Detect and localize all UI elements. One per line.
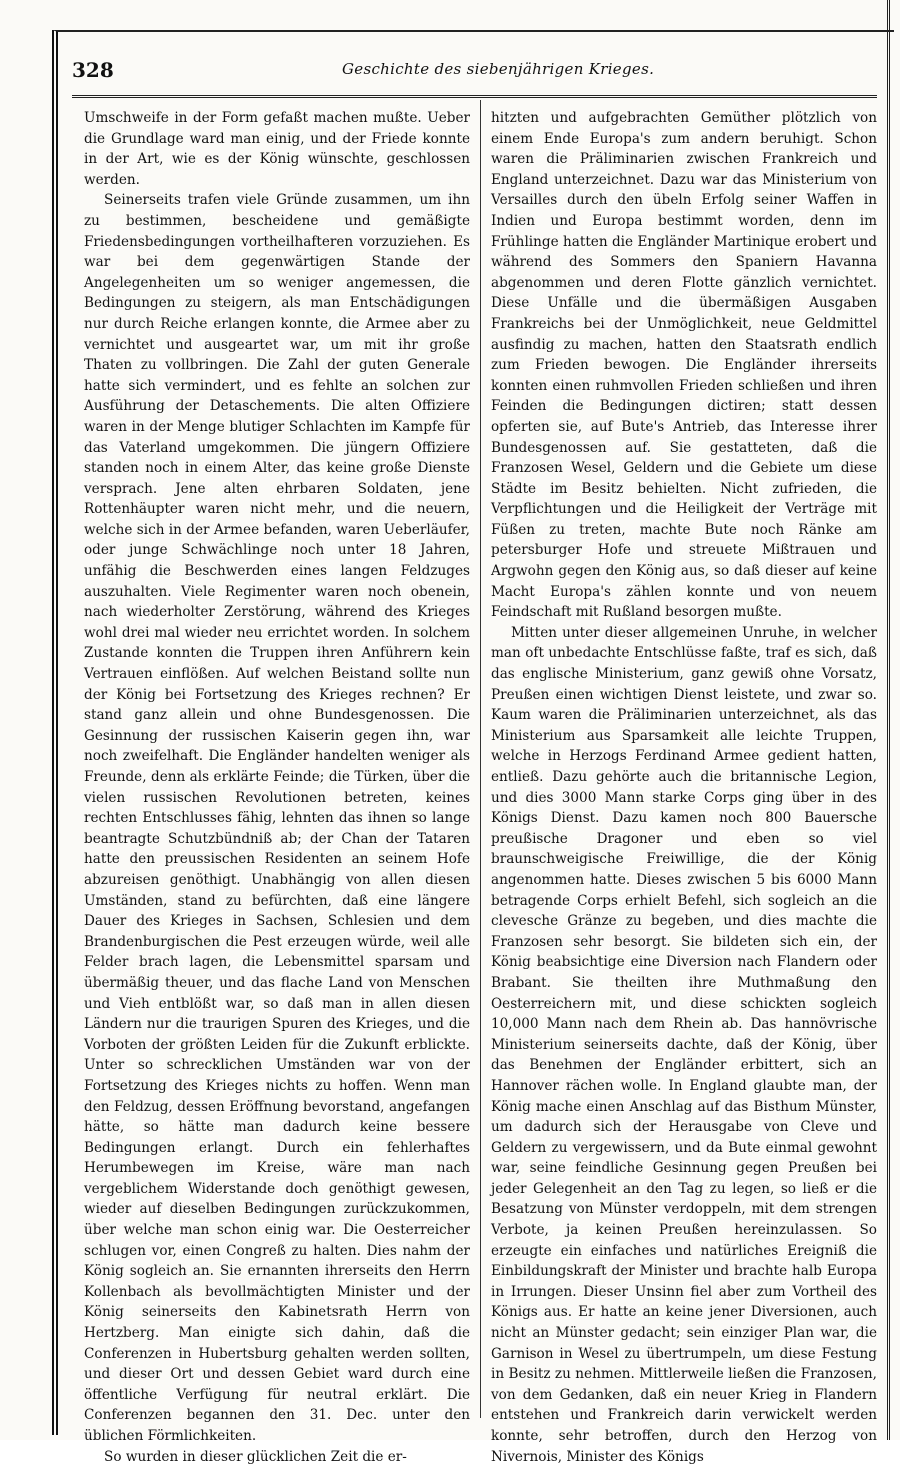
page-border-right xyxy=(887,0,893,1440)
page-number: 328 xyxy=(72,58,114,82)
page-header xyxy=(72,58,872,86)
paragraph: So wurden in dieser glücklichen Zeit die er- xyxy=(104,1448,407,1465)
paragraph: Mitten unter dieser allgemeinen Unruhe, in welcher man oft unbedachte Entschlüsse faßte, traf es sich, daß das englische Ministerium, ganz gewiß ohne Vorsatz, Preußen einen wichtigen Dienst leistete, und zwar so. Kaum waren die Präliminarien unterzeichnet, als das Ministerium aus Sparsamkeit alle leichte Truppen, welche in Herzogs Ferdinand Armee gedient hatten, entließ. Dazu gehörte auch die britannische Legion, und dies 3000 Mann starke Corps ging über in des Königs Dienst. Dazu kamen noch 800 Bauersche preußische Dragoner und eben so viel braunschweigische Freiwillige, die der König angenommen hatte. Dieses zwischen 5 bis 6000 Mann betragende Corps erhielt Befehl, sich sogleich an die clevesche Gränze zu begeben, und dies machte die Franzosen sehr besorgt. Sie bildeten sich ein, der König beabsichtige eine Diversion nach Flandern oder Brabant. Sie theilten ihre Muthmaßung den Oesterreichern mit, und diese schickten sogleich 10,000 Mann nach dem Rhein ab. Das hannövrische Ministerium seinerseits dachte, daß der König, über das Benehmen der Engländer erbittert, sich an Hannover rächen wolle. In England glaubte man, der König mache einen Anschlag auf das Bisthum Münster, um dadurch sich der Herausgabe von Cleve und Geldern zu vergewissern, und da Bute einmal gewohnt war, seine feindliche Gesinnung gegen Preußen bei jeder Gelegenheit an den Tag zu legen, so ließ er die Besatzung von Münster verdoppeln, mit dem strengen Verbote, ja keinen Preußen hereinzulassen. So erzeugte ein einfaches und natürliches Ereigniß die Einbildungskraft der Minister und brachte halb Europa in Irrungen. Dieser Unsinn fiel aber zum Vortheil des Königs aus. Er hatte an keine jener Diversionen, auch nicht an Münster gedacht; sein einziger Plan war, die Garnison in Wesel zu übertrumpeln, um diese Festung in Besitz zu nehmen. Mittlerweile ließen die Franzosen, von dem Gedanken, daß ein neuer Krieg in Flandern entstehen und Frankreich darin verwickelt werden konnte, sehr betroffen, durch den Herzog von Nivernois, Minister des Königs xyxy=(491,624,877,1465)
running-head: Geschichte des siebenjährigen Krieges. xyxy=(342,60,655,78)
right-column xyxy=(491,108,877,1465)
paragraph: hitzten und aufgebrachten Gemüther plötzlich von einem Ende Europa's zum andern beruhigt. Schon waren die Präliminarien zwischen Frankreich und England unterzeichnet. Dazu war das Ministerium von Versailles durch den übeln Erfolg seiner Waffen in Indien und Europa bestimmt worden, denn im Frühlinge hatten die Engländer Martinique erobert und während des Sommers den Spaniern Havanna abgenommen und deren Flotte gänzlich vernichtet. Diese Unfälle und die übermäßigen Ausgaben Frankreichs bei der Unmöglichkeit, neue Geldmittel ausfindig zu machen, hatten den Staatsrath endlich zum Frieden bewogen. Die Engländer ihrerseits konnten einen ruhmvollen Frieden schließen und ihren Feinden die Bedingungen dictiren; statt dessen opferten sie, auf Bute's Antrieb, das Interesse ihrer Bundesgenossen auf. Sie gestatteten, daß die Franzosen Wesel, Geldern und die Gebiete um diese Städte im Besitz behielten. Nicht zufrieden, die Verpflichtungen und die Heiligkeit der Verträge mit Füßen zu treten, machte Bute noch Ränke am petersburger Hofe und streuete Mißtrauen und Argwohn gegen den König aus, so daß dieser auf keine Macht Europa's zählen konnte und von neuem Feindschaft mit Rußland besorgen mußte. xyxy=(491,110,877,621)
left-column xyxy=(84,108,470,1465)
column-divider xyxy=(480,100,481,1418)
paragraph: Umschweife in der Form gefaßt machen mußte. Ueber die Grundlage ward man einig, und der Friede konnte in der Art, wie es der König wünschte, geschlossen werden. xyxy=(84,110,470,188)
paragraph: Seinerseits trafen viele Gründe zusammen, um ihn zu bestimmen, bescheidene und gemäßigte Friedensbedingungen vortheilhafteren vorzuziehen. Es war bei dem gegenwärtigen Stande der Angelegenheiten um so weniger angemessen, die Bedingungen zu steigern, als man Entschädigungen nur durch Reiche erlangen konnte, die Armee aber zu vernichtet und ausgeartet war, um mit ihr große Thaten zu vollbringen. Die Zahl der guten Generale hatte sich vermindert, und es fehlte an solchen zur Ausführung der Detaschements. Die alten Offiziere waren in der Menge blutiger Schlachten im Kampfe für das Vaterland umgekommen. Die jüngern Offiziere standen noch in einem Alter, das keine große Dienste versprach. Jene alten ehrbaren Soldaten, jene Rottenhäupter waren nicht mehr, und die neuern, welche sich in der Armee befanden, waren Ueberläufer, oder junge Schwächlinge noch unter 18 Jahren, unfähig die Beschwerden eines langen Feldzuges auszuhalten. Viele Regimenter waren noch obenein, nach wiederholter Zerstörung, während des Krieges wohl drei mal wieder neu errichtet worden. In solchem Zustande konnten die Truppen ihren Anführern kein Vertrauen einflößen. Auf welchen Beistand sollte nun der König bei Fortsetzung des Krieges rechnen? Er stand ganz allein und ohne Bundesgenossen. Die Gesinnung der russischen Kaiserin gegen ihn, war noch zweifelhaft. Die Engländer handelten weniger als Freunde, denn als erklärte Feinde; die Türken, über die vielen russischen Revolutionen betreten, keines rechten Entschlusses fähig, lehnten das ihnen so lange beantragte Schutzbündniß ab; der Chan der Tataren hatte den preussischen Residenten an seinem Hofe abzureisen genöthigt. Unabhängig von allen diesen Umständen, stand zu befürchten, daß eine längere Dauer des Krieges in Sachsen, Schlesien und dem Brandenburgischen die Pest erzeugen würde, weil alle Felder brach lagen, die Lebensmittel sparsam und übermäßig theuer, und das flache Land von Menschen und Vieh entblößt war, so daß man in allen diesen Ländern nur die traurigen Spuren des Krieges, und die Vorboten der größten Leiden für die Zukunft erblickte. Unter so schrecklichen Umständen war von der Fortsetzung des Krieges nichts zu hoffen. Wenn man den Feldzug, dessen Eröffnung bevorstand, angefangen hätte, so hätte man dadurch keine bessere Bedingungen erlangt. Durch ein fehlerhaftes Herumbewegen im Kreise, wäre man nach vergeblichem Widerstande doch genöthigt gewesen, wieder auf dieselben Bedingungen zurückzukommen, über welche man schon einig war. Die Oesterreicher schlugen vor, einen Congreß zu halten. Dies nahm der König sogleich an. Sie ernannten ihrerseits den Herrn Kollenbach als bevollmächtigten Minister und der König seinerseits den Kabinetsrath Herrn von Hertzberg. Man einigte sich dahin, daß die Conferenzen in Hubertsburg gehalten werden sollten, und dieser Ort und dessen Gebiet ward durch eine öffentliche Verfügung für neutral erklärt. Die Conferenzen begannen den 31. Dec. unter den üblichen Förmlichkeiten. xyxy=(84,192,470,1444)
header-rule xyxy=(72,95,877,98)
